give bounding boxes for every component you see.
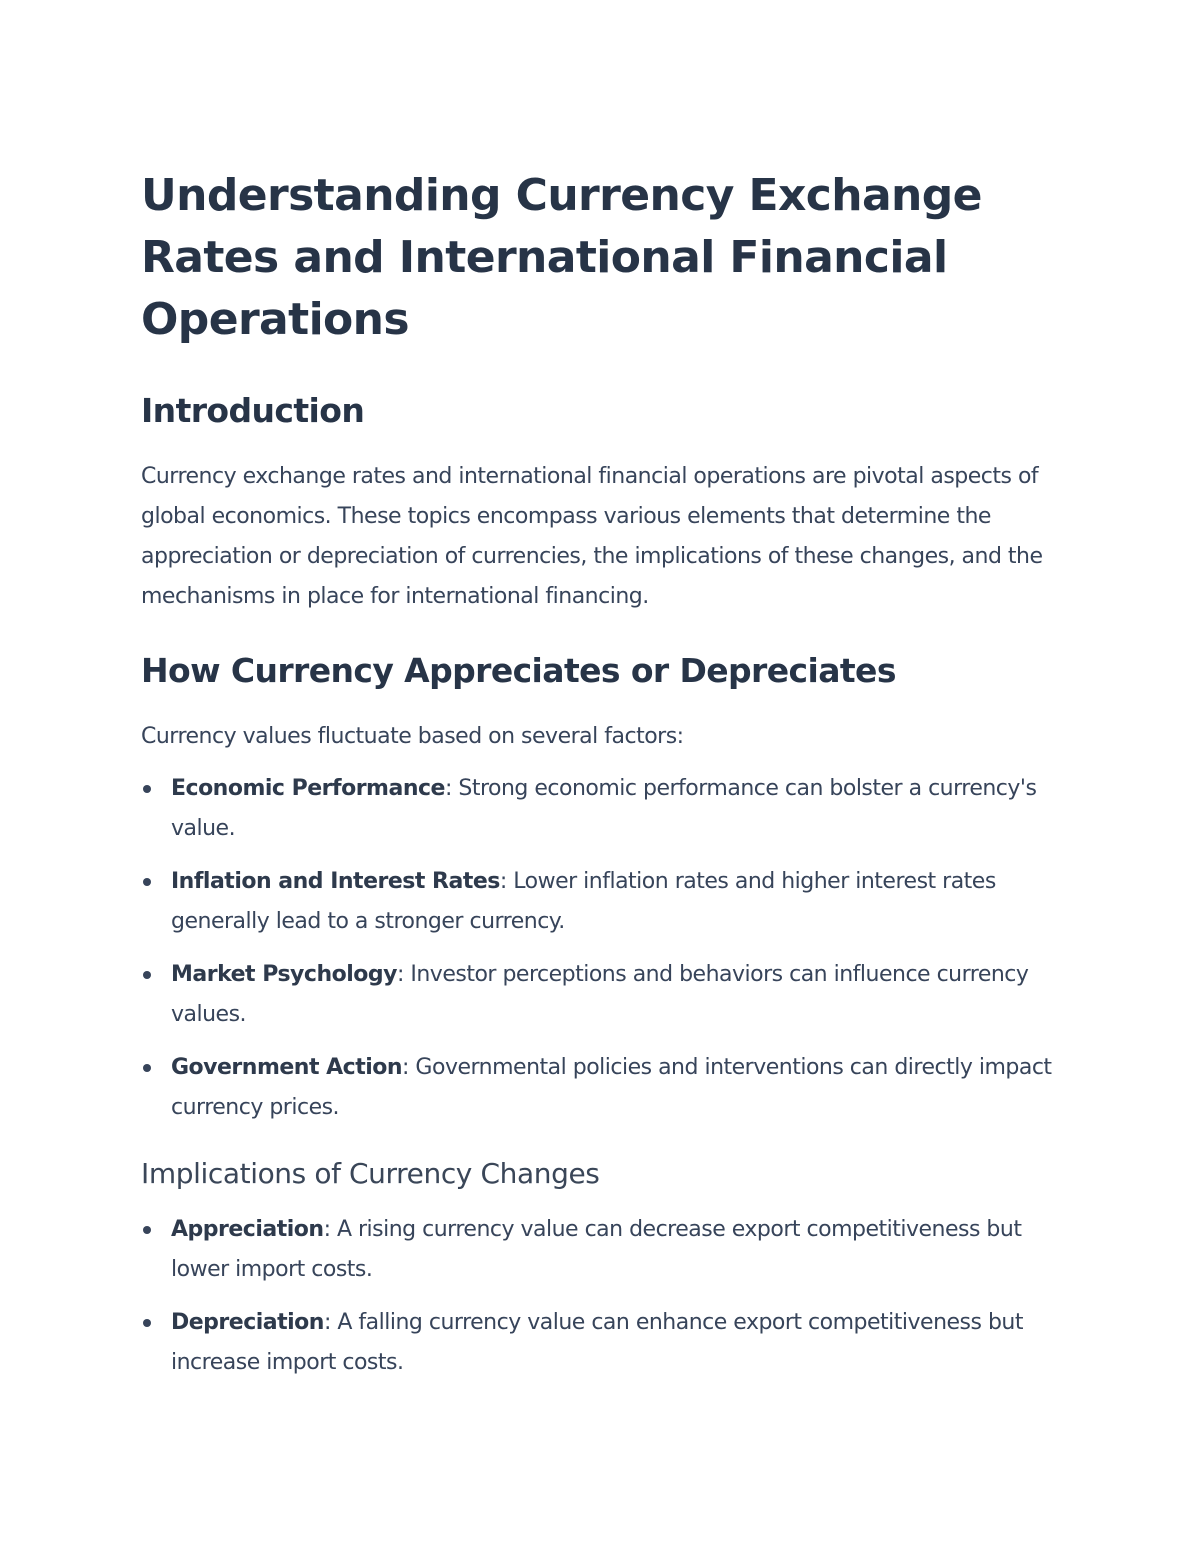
factors-lead-text: Currency values fluctuate based on several factors:: [141, 724, 684, 749]
document-title: Understanding Currency Exchange Rates and International Financial Operations: [141, 170, 982, 345]
list-item-text: : Lower inflation rates and higher interest rates generally lead to a stronger currency.: [171, 869, 996, 934]
list-item-text: : A rising currency value can decrease export competitiveness but lower import costs.: [171, 1217, 1022, 1282]
implications-list: [141, 1210, 1061, 1383]
introduction-paragraph: Currency exchange rates and international financial operations are pivotal aspects of global economics. These topics encompass various elements that determine the appreciation or depreciation of currencies, the implications of these changes, and the mechanisms in place for international financing.: [141, 464, 1043, 609]
list-item: [141, 955, 1061, 1035]
list-item: [141, 1210, 1061, 1290]
list-item-term: Economic Performance: [171, 776, 445, 801]
implications-heading: Implications of Currency Changes: [141, 1157, 600, 1190]
bullet-icon: [143, 971, 151, 979]
document-page: [141, 165, 1061, 1396]
list-item-term: Government Action: [171, 1055, 403, 1080]
list-item: [141, 1303, 1061, 1383]
list-item: [141, 769, 1061, 849]
bullet-icon: [143, 785, 151, 793]
list-item: [141, 1048, 1061, 1128]
list-item-text: : Strong economic performance can bolster a currency's value.: [171, 776, 1037, 841]
list-item-text: : A falling currency value can enhance export competitiveness but increase import costs.: [171, 1310, 1024, 1375]
bullet-icon: [143, 1226, 151, 1234]
list-item-term: Depreciation: [171, 1310, 324, 1335]
introduction-heading: Introduction: [141, 391, 365, 430]
bullet-icon: [143, 1319, 151, 1327]
list-item-text: : Governmental policies and interventions can directly impact currency prices.: [171, 1055, 1052, 1120]
list-item-term: Market Psychology: [171, 962, 397, 987]
list-item-text: : Investor perceptions and behaviors can influence currency values.: [171, 962, 1029, 1027]
bullet-icon: [143, 1064, 151, 1072]
factors-list: [141, 769, 1061, 1128]
list-item-term: Appreciation: [171, 1217, 324, 1242]
bullet-icon: [143, 878, 151, 886]
list-item-term: Inflation and Interest Rates: [171, 869, 500, 894]
list-item: [141, 862, 1061, 942]
appreciation-heading: How Currency Appreciates or Depreciates: [141, 651, 896, 690]
